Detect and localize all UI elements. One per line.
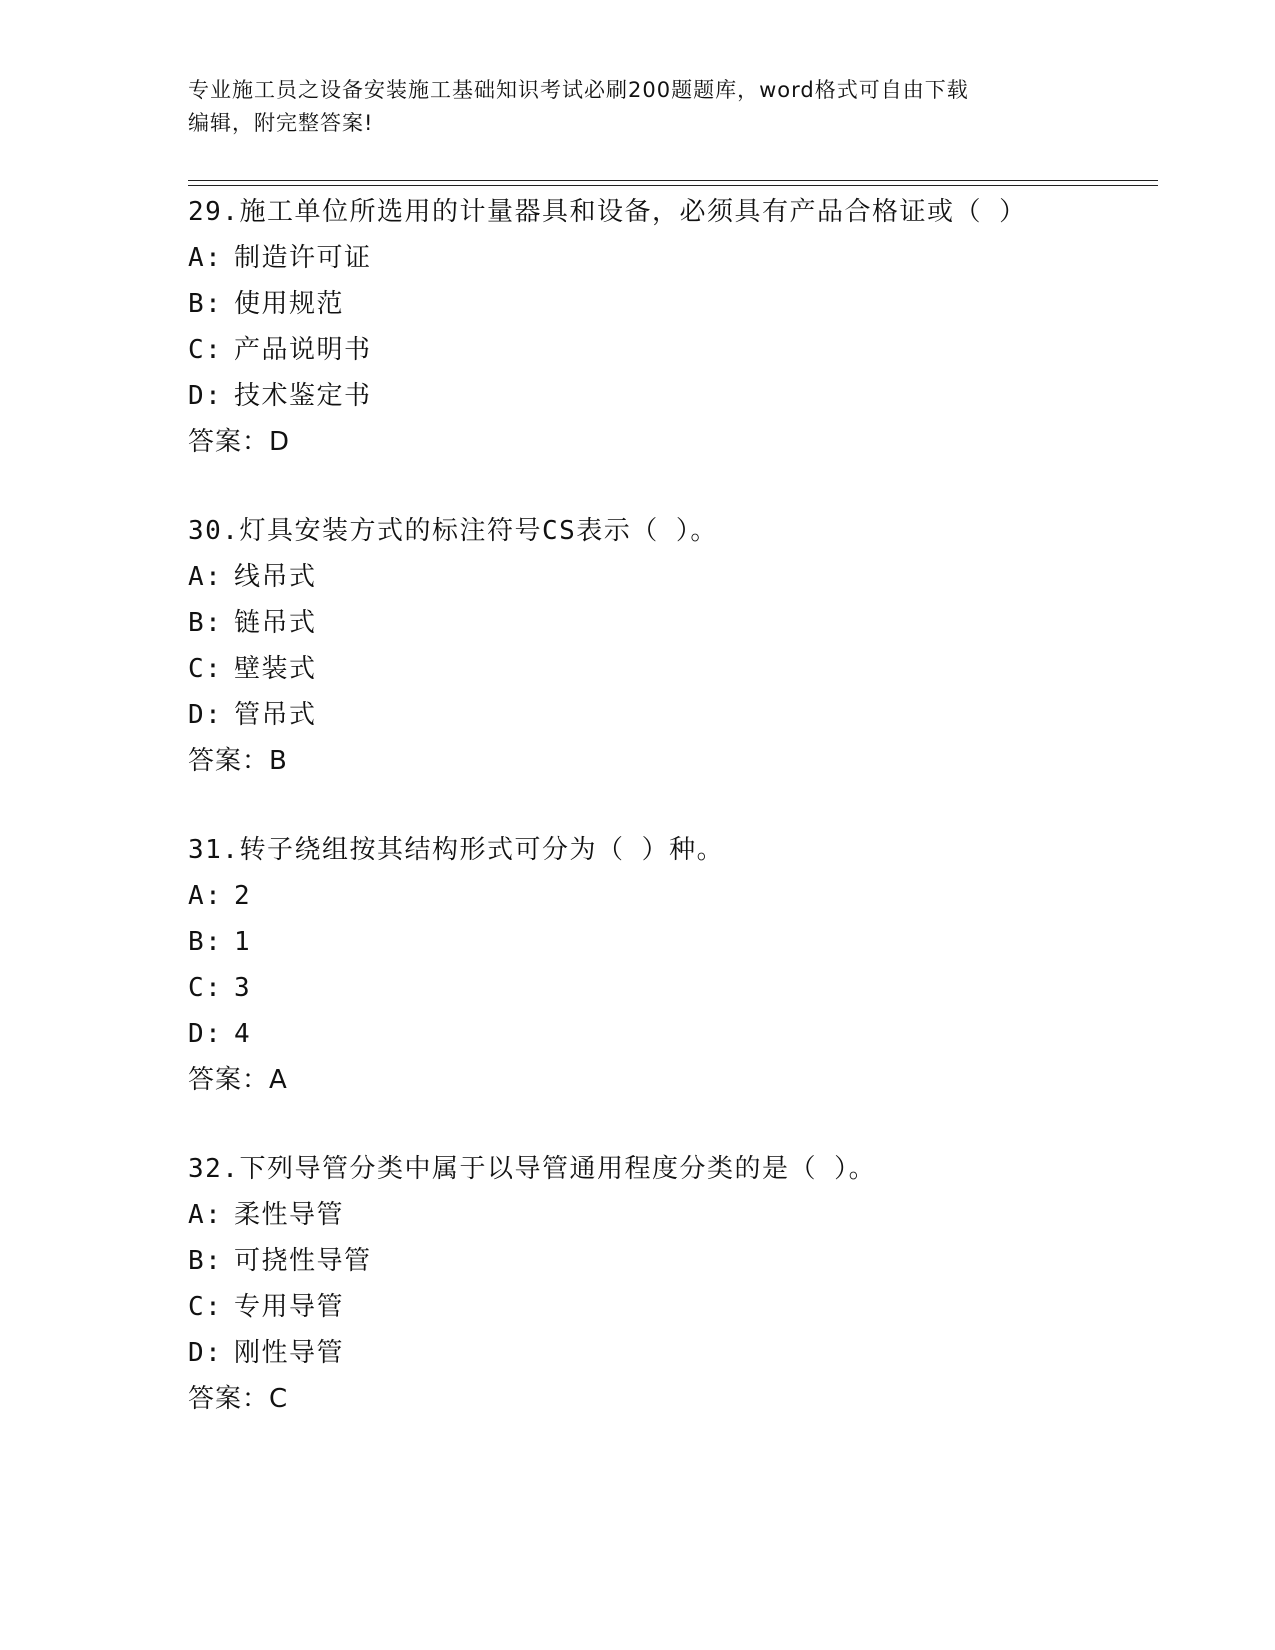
question-answer: 答案：A [188, 1065, 288, 1095]
option-key: D: [188, 1019, 223, 1049]
option-key: A: [188, 562, 223, 592]
header-divider-bottom [188, 185, 1158, 186]
option-key: B: [188, 927, 223, 957]
question-29 [188, 189, 1188, 465]
option-d [188, 692, 1188, 738]
option-key: A: [188, 881, 223, 911]
question-answer: 答案：B [188, 746, 288, 776]
option-a [188, 873, 1188, 919]
option-key: A: [188, 1200, 223, 1230]
option-text: 柔性导管 [234, 1200, 345, 1230]
option-key: C: [188, 335, 223, 365]
option-text: 刚性导管 [234, 1338, 345, 1368]
question-answer: 答案：D [188, 427, 291, 457]
question-30 [188, 508, 1188, 784]
option-text: 专用导管 [234, 1292, 345, 1322]
option-text: 可挠性导管 [234, 1246, 372, 1276]
option-b [188, 1238, 1188, 1284]
question-stem: 32.下列导管分类中属于以导管通用程度分类的是（ ）。 [188, 1154, 877, 1184]
question-31 [188, 827, 1188, 1103]
option-c [188, 1284, 1188, 1330]
option-text: 壁装式 [234, 654, 317, 684]
option-key: B: [188, 289, 223, 319]
option-key: C: [188, 654, 223, 684]
option-text: 1 [234, 927, 252, 957]
option-a [188, 1192, 1188, 1238]
header-title-line-1: 专业施工员之设备安装施工基础知识考试必刷200题题库，word格式可自由下载 [188, 78, 969, 102]
option-d [188, 1330, 1188, 1376]
option-key: C: [188, 1292, 223, 1322]
option-text: 3 [234, 973, 252, 1003]
option-key: B: [188, 1246, 223, 1276]
option-d [188, 373, 1188, 419]
question-answer: 答案：C [188, 1384, 289, 1414]
question-stem: 30.灯具安装方式的标注符号CS表示（ ）。 [188, 516, 718, 546]
question-stem: 31.转子绕组按其结构形式可分为（ ）种。 [188, 835, 725, 865]
option-b [188, 281, 1188, 327]
option-text: 4 [234, 1019, 252, 1049]
option-text: 链吊式 [234, 608, 317, 638]
option-key: C: [188, 973, 223, 1003]
option-text: 线吊式 [234, 562, 317, 592]
option-b [188, 919, 1188, 965]
question-list [188, 189, 1188, 1465]
option-c [188, 327, 1188, 373]
option-text: 产品说明书 [234, 335, 372, 365]
option-text: 制造许可证 [234, 243, 372, 273]
header-divider-top [188, 180, 1158, 181]
option-text: 技术鉴定书 [234, 381, 372, 411]
option-d [188, 1011, 1188, 1057]
option-a [188, 554, 1188, 600]
option-b [188, 600, 1188, 646]
option-key: D: [188, 1338, 223, 1368]
question-32 [188, 1146, 1188, 1422]
option-a [188, 235, 1188, 281]
option-key: B: [188, 608, 223, 638]
option-key: D: [188, 700, 223, 730]
question-stem: 29.施工单位所选用的计量器具和设备，必须具有产品合格证或（ ） [188, 197, 1027, 227]
document-header [188, 74, 1088, 140]
header-title-line-2: 编辑，附完整答案! [188, 111, 374, 135]
option-text: 2 [234, 881, 252, 911]
option-text: 使用规范 [234, 289, 345, 319]
option-text: 管吊式 [234, 700, 317, 730]
option-key: A: [188, 243, 223, 273]
option-c [188, 965, 1188, 1011]
option-key: D: [188, 381, 223, 411]
option-c [188, 646, 1188, 692]
